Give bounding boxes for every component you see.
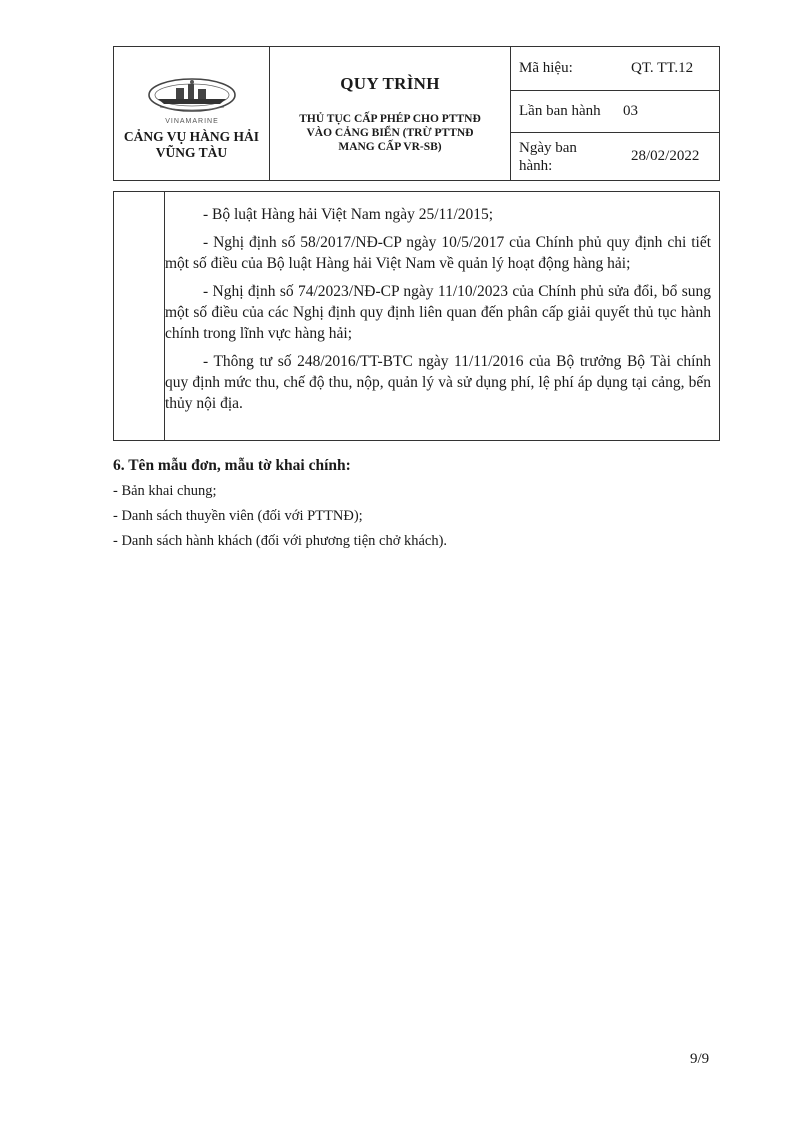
list-item: - Bản khai chung; bbox=[113, 483, 217, 499]
date-label: Ngày ban hành: bbox=[519, 139, 577, 174]
edition-label: Lần ban hành bbox=[519, 103, 601, 119]
edition-row bbox=[511, 91, 719, 133]
organization-name: CẢNG VỤ HÀNG HẢI VŨNG TÀU bbox=[123, 128, 260, 160]
list-item: - Danh sách thuyền viên (đối với PTTNĐ); bbox=[113, 508, 363, 524]
code-label: Mã hiệu: bbox=[519, 60, 573, 76]
svg-text:VINAMARINE: VINAMARINE bbox=[164, 117, 219, 125]
date-value: 28/02/2022 bbox=[631, 148, 700, 164]
edition-value: 03 bbox=[623, 103, 638, 119]
paragraph: - Thông tư số 248/2016/TT-BTC ngày 11/11/2016 của Bộ trưởng Bộ Tài chính quy định mức thu, chế độ thu, nộp, quản lý và sử dụng phí, lệ phí áp dụng tại cảng, bến thủy nội địa. bbox=[165, 353, 711, 412]
code-row bbox=[511, 47, 719, 91]
logo-cell bbox=[114, 47, 270, 181]
date-row bbox=[511, 133, 719, 180]
code-value: QT. TT.12 bbox=[631, 60, 694, 76]
section-6 bbox=[113, 457, 720, 558]
page-number: 9/9 bbox=[690, 1051, 710, 1067]
meta-cell bbox=[511, 47, 720, 181]
section-heading: 6. Tên mẫu đơn, mẫu tờ khai chính: bbox=[113, 457, 351, 474]
legal-basis-content bbox=[165, 204, 711, 421]
logo-wordmark bbox=[157, 115, 227, 125]
list-item: - Danh sách hành khách (đối với phương tiện chở khách). bbox=[113, 533, 448, 549]
title-cell bbox=[270, 47, 511, 181]
document-title: QUY TRÌNH bbox=[340, 73, 440, 93]
vinamarine-logo-icon bbox=[146, 75, 238, 115]
document-header bbox=[113, 46, 720, 181]
paragraph: - Nghị định số 74/2023/NĐ-CP ngày 11/10/2023 của Chính phủ sửa đổi, bổ sung một số điều của các Nghị định quy định liên quan đến phân cấp giải quyết thủ tục hành chính trong lĩnh vực hàng hải; bbox=[165, 283, 711, 342]
document-subtitle: THỦ TỤC CẤP PHÉP CHO PTTNĐ VÀO CẢNG BIỂN (TRỪ PTTNĐ MANG CẤP VR-SB) bbox=[299, 112, 481, 153]
paragraph: - Bộ luật Hàng hải Việt Nam ngày 25/11/2015; bbox=[203, 206, 494, 223]
paragraph: - Nghị định số 58/2017/NĐ-CP ngày 10/5/2017 của Chính phủ quy định chi tiết một số điều của Bộ luật Hàng hải Việt Nam về quản lý hoạt động hàng hải; bbox=[165, 234, 711, 272]
legal-basis-table bbox=[113, 191, 720, 441]
